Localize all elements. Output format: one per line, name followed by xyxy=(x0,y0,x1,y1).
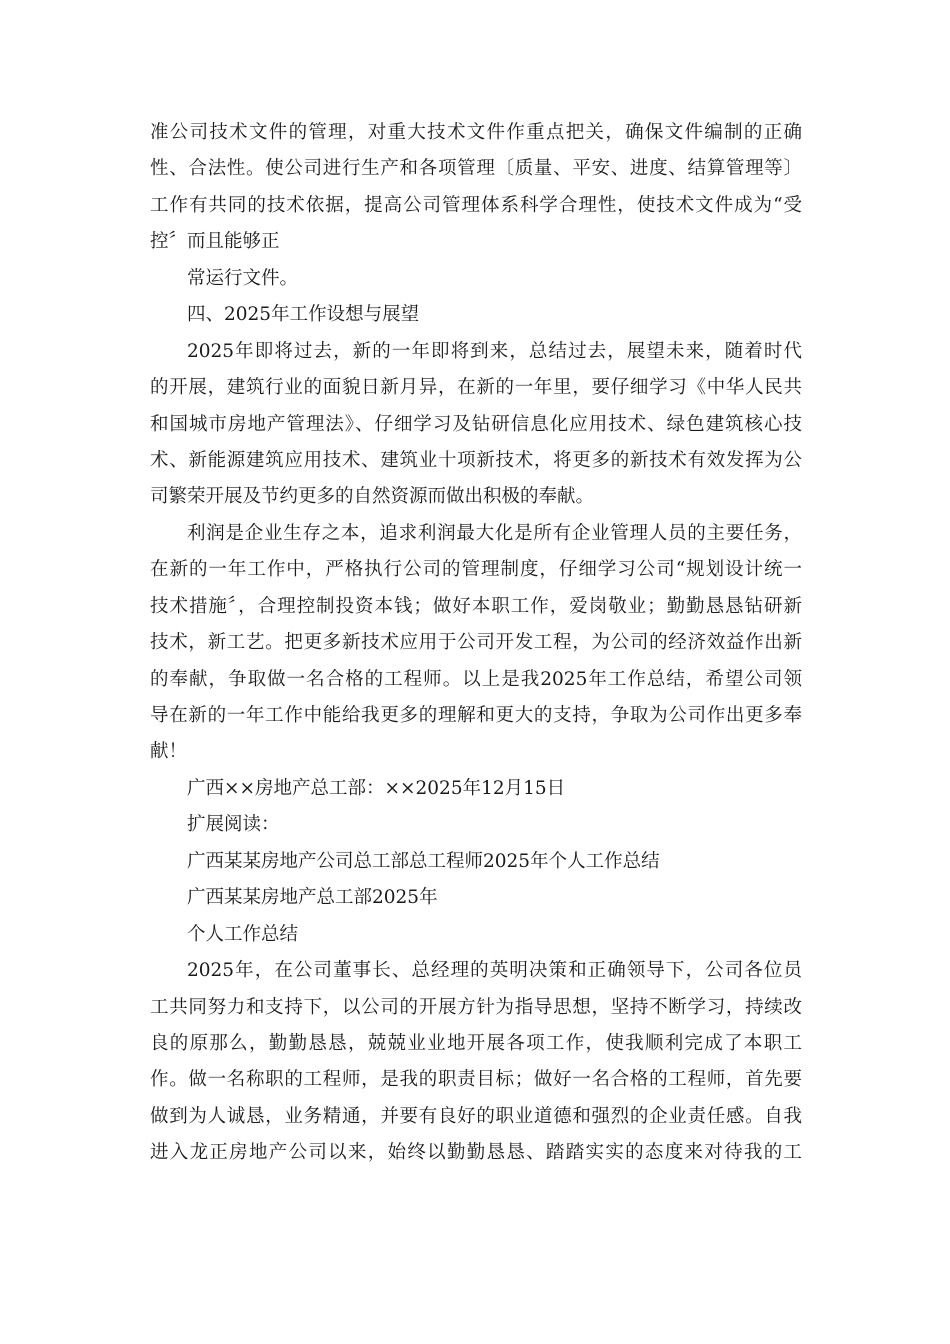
text-line: 准公司技术文件的管理，对重大技术文件作重点把关，确保文件编制的正确 xyxy=(150,122,802,143)
text-line: 的开展，建筑行业的面貌日新月异，在新的一年里，要仔细学习《中华人民共 xyxy=(150,377,802,399)
text-line: 广西某某房地产公司总工部总工程师2025年个人工作总结 xyxy=(187,850,660,872)
text-line: 和国城市房地产管理法》、仔细学习及钻研信息化应用技术、绿色建筑核心技 xyxy=(150,413,802,435)
text-line: 常运行文件。 xyxy=(187,267,299,289)
text-line: 术、新能源建筑应用技术、建筑业十项新技术，将更多的新技术有效发挥为公 xyxy=(150,449,802,471)
text-line: 性、合法性。使公司进行生产和各项管理〔质量、平安、进度、结算管理等〕 xyxy=(150,158,802,180)
text-line: 四、2025年工作设想与展望 xyxy=(187,304,420,326)
document-page xyxy=(150,115,802,1172)
text-line: 扩展阅读： xyxy=(187,814,280,836)
text-line: 技术措施〞，合理控制投资本钱；做好本职工作，爱岗敬业；勤勤恳恳钻研新 xyxy=(150,595,802,617)
text-line: 利润是企业生存之本，追求利润最大化是所有企业管理人员的主要任务， xyxy=(187,522,802,544)
text-line: 个人工作总结 xyxy=(187,923,299,945)
text-line: 的奉献，争取做一名合格的工程师。以上是我2025年工作总结，希望公司领 xyxy=(150,668,802,690)
text-line: 工共同努力和支持下，以公司的开展方针为指导思想，坚持不断学习，持续改 xyxy=(150,996,802,1018)
text-line: 进入龙正房地产公司以来，始终以勤勤恳恳、踏踏实实的态度来对待我的工 xyxy=(150,1142,802,1164)
text-line: 献！ xyxy=(150,741,188,763)
text-line: 技术，新工艺。把更多新技术应用于公司开发工程，为公司的经济效益作出新 xyxy=(150,632,802,654)
text-line: 作。做一名称职的工程师，是我的职责目标；做好一名合格的工程师，首先要 xyxy=(150,1069,802,1091)
text-line: 导在新的一年工作中能给我更多的理解和更大的支持，争取为公司作出更多奉 xyxy=(150,705,802,726)
text-line: 在新的一年工作中，严格执行公司的管理制度，仔细学习公司“规划设计统一 xyxy=(150,559,802,581)
text-line: 2025年，在公司董事长、总经理的英明决策和正确领导下，公司各位员 xyxy=(187,960,802,982)
text-line: 做到为人诚恳，业务精通，并要有良好的职业道德和强烈的企业责任感。自我 xyxy=(150,1105,802,1127)
text-line: 广西某某房地产总工部2025年 xyxy=(187,887,438,909)
text-line: 广西××房地产总工部：××2025年12月15日 xyxy=(187,777,566,799)
text-line: 工作有共同的技术依据，提高公司管理体系科学合理性，使技术文件成为“受 xyxy=(150,194,802,216)
text-line: 控〞而且能够正 xyxy=(150,231,280,253)
text-line: 2025年即将过去，新的一年即将到来，总结过去，展望未来，随着时代 xyxy=(187,340,802,362)
text-line: 司繁荣开展及节约更多的自然资源而做出积极的奉献。 xyxy=(150,486,595,508)
text-line: 良的原那么，勤勤恳恳，兢兢业业地开展各项工作，使我顺利完成了本职工 xyxy=(150,1032,802,1054)
